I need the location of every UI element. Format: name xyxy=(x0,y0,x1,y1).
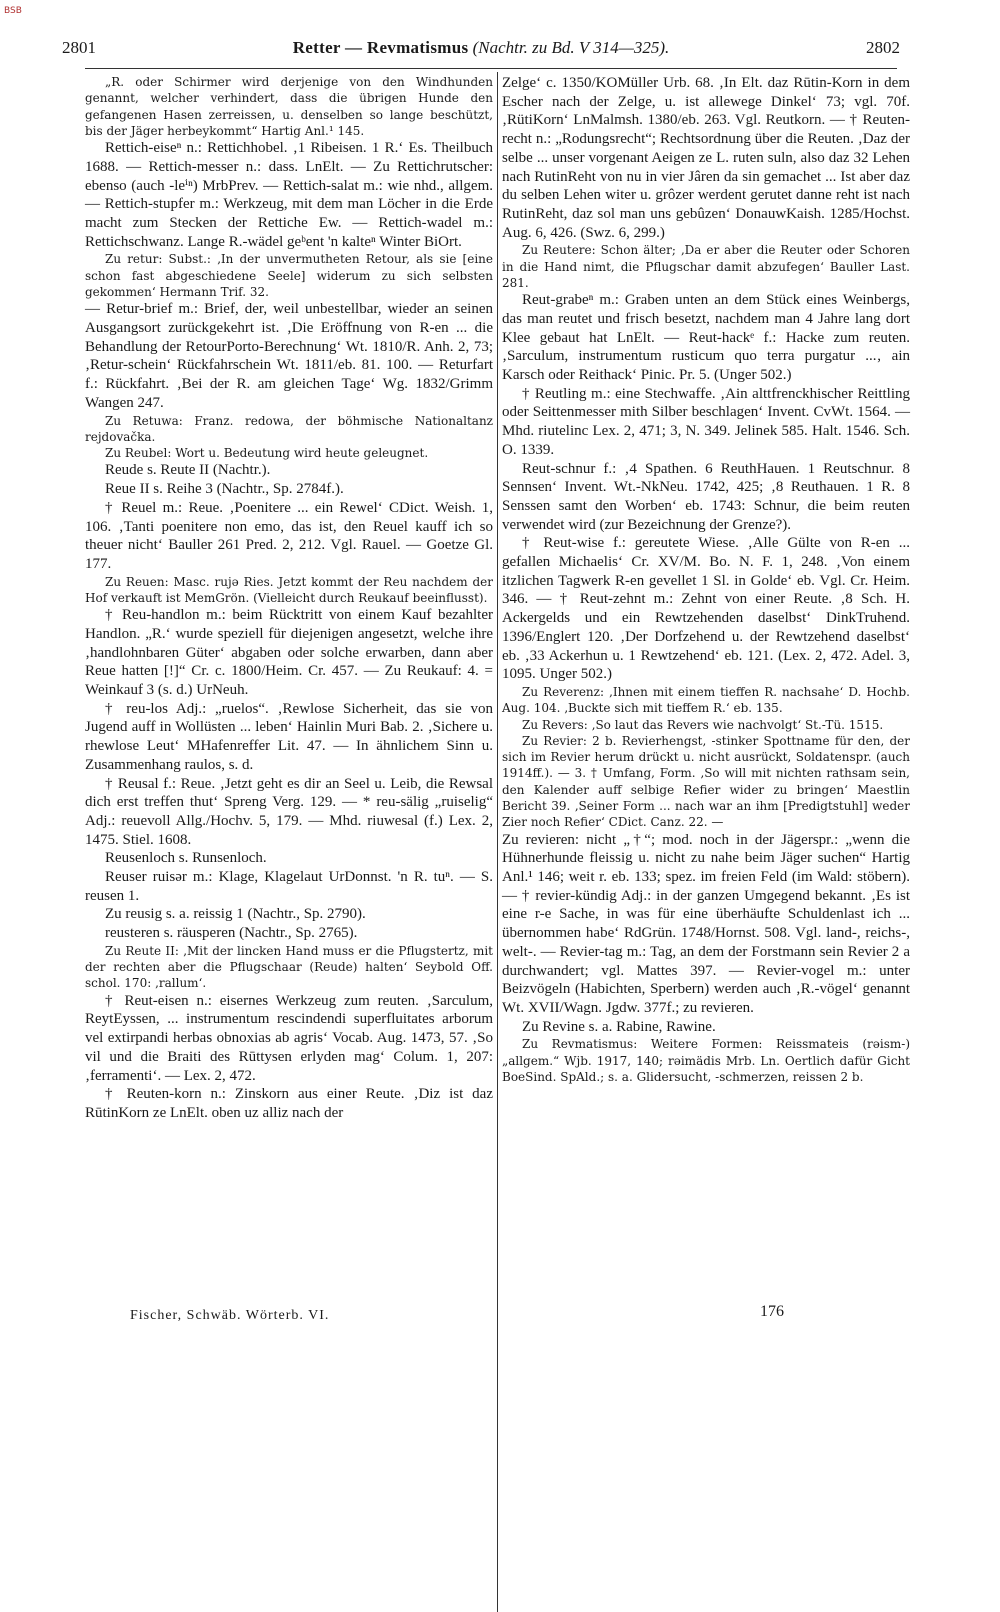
left-column xyxy=(85,74,493,1123)
footer-signature: Fischer, Schwäb. Wörterb. VI. xyxy=(130,1308,330,1323)
dictionary-entry: Zu Reute II: ‚Mit der lincken Hand muss er die Pflugstertz, mit der rechten aber die Pflugschaar (Reude) halten‘ Seybold Off. schol. 170: ‚rallum‘. xyxy=(85,943,493,991)
dictionary-entry: Zu Revier: 2 b. Revierhengst, -stinker Spottname für den, der sich im Revier herum drückt u. nicht ausrückt, Soldatenspr. (auch 1914ff.). — 3. † Umfang, Form. ‚So will mit nichten rathsam sein, den Kalender auff selbige Refier wider zu bringen‘ Maestlin Bericht 39. ‚Seiner Form ... nach war an ihm [Predigtstuhl] weder Zier noch Refier‘ CDict. Canz. 22. — xyxy=(502,733,910,830)
dictionary-entry: † Reusal f.: Reue. ‚Jetzt geht es dir an Seel u. Leib, die Rewsal dich erst treffen thut‘ Spreng Verg. 129. — * reu-sälig „ruiselig“ Adj.: reuevoll Allg./Hochv. 5, 179. — Mhd. riuwesal (f.) Lex. 2, 1475. Stiel. 1608. xyxy=(85,775,493,848)
dictionary-entry: Reuser ruisər m.: Klage, Klagelaut UrDonnst. 'n R. tuⁿ. — S. reusen 1. xyxy=(85,869,493,904)
page-header xyxy=(62,38,900,62)
dictionary-entry: Zu Reubel: Wort u. Bedeutung wird heute geleugnet. xyxy=(105,446,429,461)
header-rule xyxy=(85,68,897,69)
dictionary-entry: † Reut-wise f.: gereutete Wiese. ‚Alle Gülte von R-en ... gefallen Michaelis‘ Cr. XV/M. Bo. N. F. 1, 248. ‚Von einem itzlichen Tagwerk R-en gevellet 1 Sl. in Golde‘ eb. Vgl. Cr. Heim. 346. — † Reut-zehnt m.: Zehnt von einer Reute. ‚8 Sch. H. Ackergelds und ein Rewtzehenden daselbst‘ DinkTruhend. 1396/Englert 120. ‚Der Dorfzehend u. der Rewtzehend daselbst‘ eb. ‚33 Ackerhun u. 1 Rewtzehend‘ eb. 121. (Lex. 2, 472. Adel. 3, 1095. Unger 502.) xyxy=(502,535,910,683)
running-title-words: Retter — Revmatismus xyxy=(292,38,469,57)
dictionary-entry: Reue II s. Reihe 3 (Nachtr., Sp. 2784f.). xyxy=(105,481,344,498)
dictionary-entry: Zu Reverenz: ‚Ihnen mit einem tieffen R. nachsahe‘ D. Hochb. Aug. 104. ‚Buckte sich mit tieffem R.‘ eb. 135. xyxy=(502,684,910,716)
dictionary-entry: Zelge‘ c. 1350/KOMüller Urb. 68. ‚In Elt. daz Rūtin-Korn in dem Escher nach der Zelge, u. ist allewege Dinkel‘ 73; vgl. 70f. ‚RütiKorn‘ LnMalmsh. 1380/eb. 263. Vgl. Reutkorn. — † Reuten-recht n.: „Rodungsrecht“; Rechtsordnung über die Reuten. ‚Daz der selbe ... unser vorgenant Aeigen ze L. ruten suln, also daz 32 Lehen nach RutinReht von nu in vier Jâren da sin gemachet ... Ist aber daz du selben Lehen witer u. grôzer werdent gerutet danne reht ist nach RutinReht, daz sol man uns gebûzen‘ DonauwKaish. 1285/Hochst. Aug. 6, 426. (Swz. 6, 299.) xyxy=(502,75,910,241)
right-column xyxy=(502,74,910,1085)
dictionary-entry: Zu Reuen: Masc. rujə Ries. Jetzt kommt der Reu nachdem der Hof verkauft ist MemGrön. (Vielleicht durch Reukauf beeinflusst). xyxy=(85,574,493,605)
dictionary-entry: † Reut-eisen n.: eisernes Werkzeug zum reuten. ‚Sarculum, ReytEyssen, ... instrumentum rescindendi superfluitates arborum vel extirpandi herbas obnoxias ab agris‘ Vocab. Aug. 1473, 57. ‚So vil und die Braiti des Rūttysen erlyden mag‘ Colum. 1, 207: ‚ferramenti‘. — Lex. 2, 472. xyxy=(85,992,493,1084)
dictionary-entry: † Reuten-korn n.: Zinskorn aus einer Reute. ‚Diz ist daz RūtinKorn ze LnElt. oben uz alliz nach der xyxy=(85,1086,493,1121)
library-stamp: BSB xyxy=(4,6,22,16)
dictionary-entry: † reu-los Adj.: „ruelos“. ‚Rewlose Sicherheit, das sie von Jugend auff in Wollüsten ... leben‘ Hainlin Muri Bab. 2. ‚Sichere u. rhewlose Leut‘ MHafenreffer Lit. 47. — In ähnlichem Sinn u. Zusammenhang raulos, s. d. xyxy=(85,700,493,773)
dictionary-entry: — Retur-brief m.: Brief, der, weil unbestellbar, wieder an seinen Ausgangsort zurückgekehrt ist. ‚Die Eröffnung von R-en ... die Behandlung der RetourPorto-Berechnung‘ Wt. 1810/R. Anh. 2, 73; ‚Retur-schein‘ Rückfahrschein Wt. 1811/eb. 81. 100. — Returfart f.: Rückfahrt. ‚Bei der R. am gleichen Tage‘ Wg. 1832/Grimm Wangen 247. xyxy=(85,301,493,411)
column-divider xyxy=(497,72,498,1612)
dictionary-entry: Zu Reutere: Schon älter; ‚Da er aber die Reuter oder Schoren in die Hand nimt, die Pflugschar damit abzufegen‘ Bauller Last. 281. xyxy=(502,243,910,290)
dictionary-entry: † Reutling m.: eine Stechwaffe. ‚Ain alttfrenckhischer Reittling oder Seittenmesser mith Silber beschlagen‘ Invent. CvWt. 1564. — Mhd. riutelinc Lex. 2, 471; 3, N. 349. Jelinek 585. Halt. 1546. Sch. O. 1339. xyxy=(502,385,910,458)
dictionary-entry: Zu reusig s. a. reissig 1 (Nachtr., Sp. 2790). xyxy=(105,906,366,923)
dictionary-entry: Zu Revmatismus: Weitere Formen: Reissmateis (rəism-) „allgem.“ Wjb. 1917, 140; rəimädis Mrb. Ln. Oertlich dafür Gicht BoeSind. SpAld.; s. a. Glidersucht, -schmerzen, reissen 2 b. xyxy=(502,1037,910,1084)
running-title-note: (Nachtr. zu Bd. V 314—325). xyxy=(472,38,670,57)
dictionary-entry: Rettich-eiseⁿ n.: Rettichhobel. ‚1 Ribeisen. 1 R.‘ Es. Theilbuch 1688. — Rettich-messer n.: dass. LnElt. — Zu Rettichrutscher: ebenso (auch -leⁱⁿ) MrbPrev. — Rettich-salat m.: wie nhd., allgem. — Rettich-stupfer m.: Werkzeug, mit dem man Löcher in die Erde macht zum Stecken der Rettiche Ew. — Rettich-wadel m.: Rettichschwanz. Lange R.-wädel geᵇent 'n kalteⁿ Winter BiOrt. xyxy=(85,140,493,250)
footer-page-number: 176 xyxy=(760,1303,784,1320)
dictionary-entry: Zu Revers: ‚So laut das Revers wie nachvolgt‘ St.-Tü. 1515. xyxy=(522,717,884,732)
page-number-left: 2801 xyxy=(62,38,96,57)
dictionary-entry: reusteren s. räusperen (Nachtr., Sp. 2765). xyxy=(105,925,358,942)
dictionary-entry: Zu revieren: nicht „†“; mod. noch in der Jägerspr.: „wenn die Hühnerhunde fleissig u. nicht zu nahe beim Jäger suchen“ Hartig Anl.¹ 146; weit r. eb. 133; spez. im freien Feld (im Wald: stöbern). — † revier-kündig Adj.: in der ganzen Umgegend bekannt. ‚Es ist eine r-e Sache, in was für eine überhäufte Schuldenlast ich ... übernommen habe‘ RdGrün. 1748/Hornst. 508. Vgl. land-, reichs-, welt-. — Revier-tag m.: Tag, an dem der Forstmann sein Revier 2 a durchwandert; vgl. Mattes 397. — Revier-vogel m.: unter Beizvögeln (Habichten, Sperbern) werden auch ‚R.-vögel‘ genannt Wt. XVII/Wagn. Jgdw. 377f.; zu revieren. xyxy=(502,831,910,1016)
dictionary-entry: Reude s. Reute II (Nachtr.). xyxy=(105,462,271,479)
dictionary-entry: Reut-schnur f.: ‚4 Spathen. 6 ReuthHauen. 1 Reutschnur. 8 Sennsen‘ Invent. Wt.-NkNeu. 1742, 425; ‚8 Reuthauen. 1 R. 8 Senssen samt den Worben‘ eb. 1743: Schnur, die beim reuten verwendet wird (zur Bezeichnung der Grenze?). xyxy=(502,460,910,533)
dictionary-entry: „R. oder Schirmer wird derjenige von den Windhunden genannt, welcher verhindert, dass die übrigen Hunde den gefangenen Hasen zerreissen, u. denselben so lange beschützt, bis der Jäger herbeykommt“ Hartig Anl.¹ 145. xyxy=(85,75,493,138)
page-number-right: 2802 xyxy=(866,38,900,57)
dictionary-entry: Reusenloch s. Runsenloch. xyxy=(105,850,267,867)
dictionary-entry: Zu Retuwa: Franz. redowa, der böhmische Nationaltanz rejdovačka. xyxy=(85,413,493,444)
dictionary-entry: Zu retur: Subst.: ‚In der unvermutheten Retour, als sie [eine schon fast abgeschiedene Seele] widerum zu sich selbsten gekommen‘ Hermann Trif. 32. xyxy=(85,252,493,299)
dictionary-entry: † Reuel m.: Reue. ‚Poenitere ... ein Rewel‘ CDict. Weish. 1, 106. ‚Tanti poenitere non emo, das ist, den Reuel kauff ich so theuer nicht‘ Bauller 261 Pred. 2, 212. Vgl. Rauel. — Goetze Gl. 177. xyxy=(85,499,493,572)
dictionary-entry: † Reu-handlon m.: beim Rücktritt von einem Kauf bezahlter Handlon. „R.‘ wurde speziell für diejenigen angesetzt, welche ihre ‚handlohnbaren Güter‘ abgaben oder solche erwarben, dann aber Reue hatten [!]“ Cr. c. 1800/Heim. Cr. 457. — Zu Reukauf: 4. = Weinkauf 3 (s. d.) UrNeuh. xyxy=(85,607,493,699)
dictionary-entry: Reut-grabeⁿ m.: Graben unten an dem Stück eines Weinbergs, das man reutet und frisch besetzt, nachdem man 4 Jahre lang dort Klee gebaut hat LnElt. — Reut-hackᵉ f.: Hacke zum reuten. ‚Sarculum, instrumentum rusticum quo terra purgatur ...‚ ain Karsch oder Reithack‘ Pinic. Pr. 5. (Unger 502.) xyxy=(502,292,910,384)
dictionary-entry: Zu Revine s. a. Rabine, Rawine. xyxy=(522,1018,716,1035)
running-title xyxy=(62,38,900,58)
